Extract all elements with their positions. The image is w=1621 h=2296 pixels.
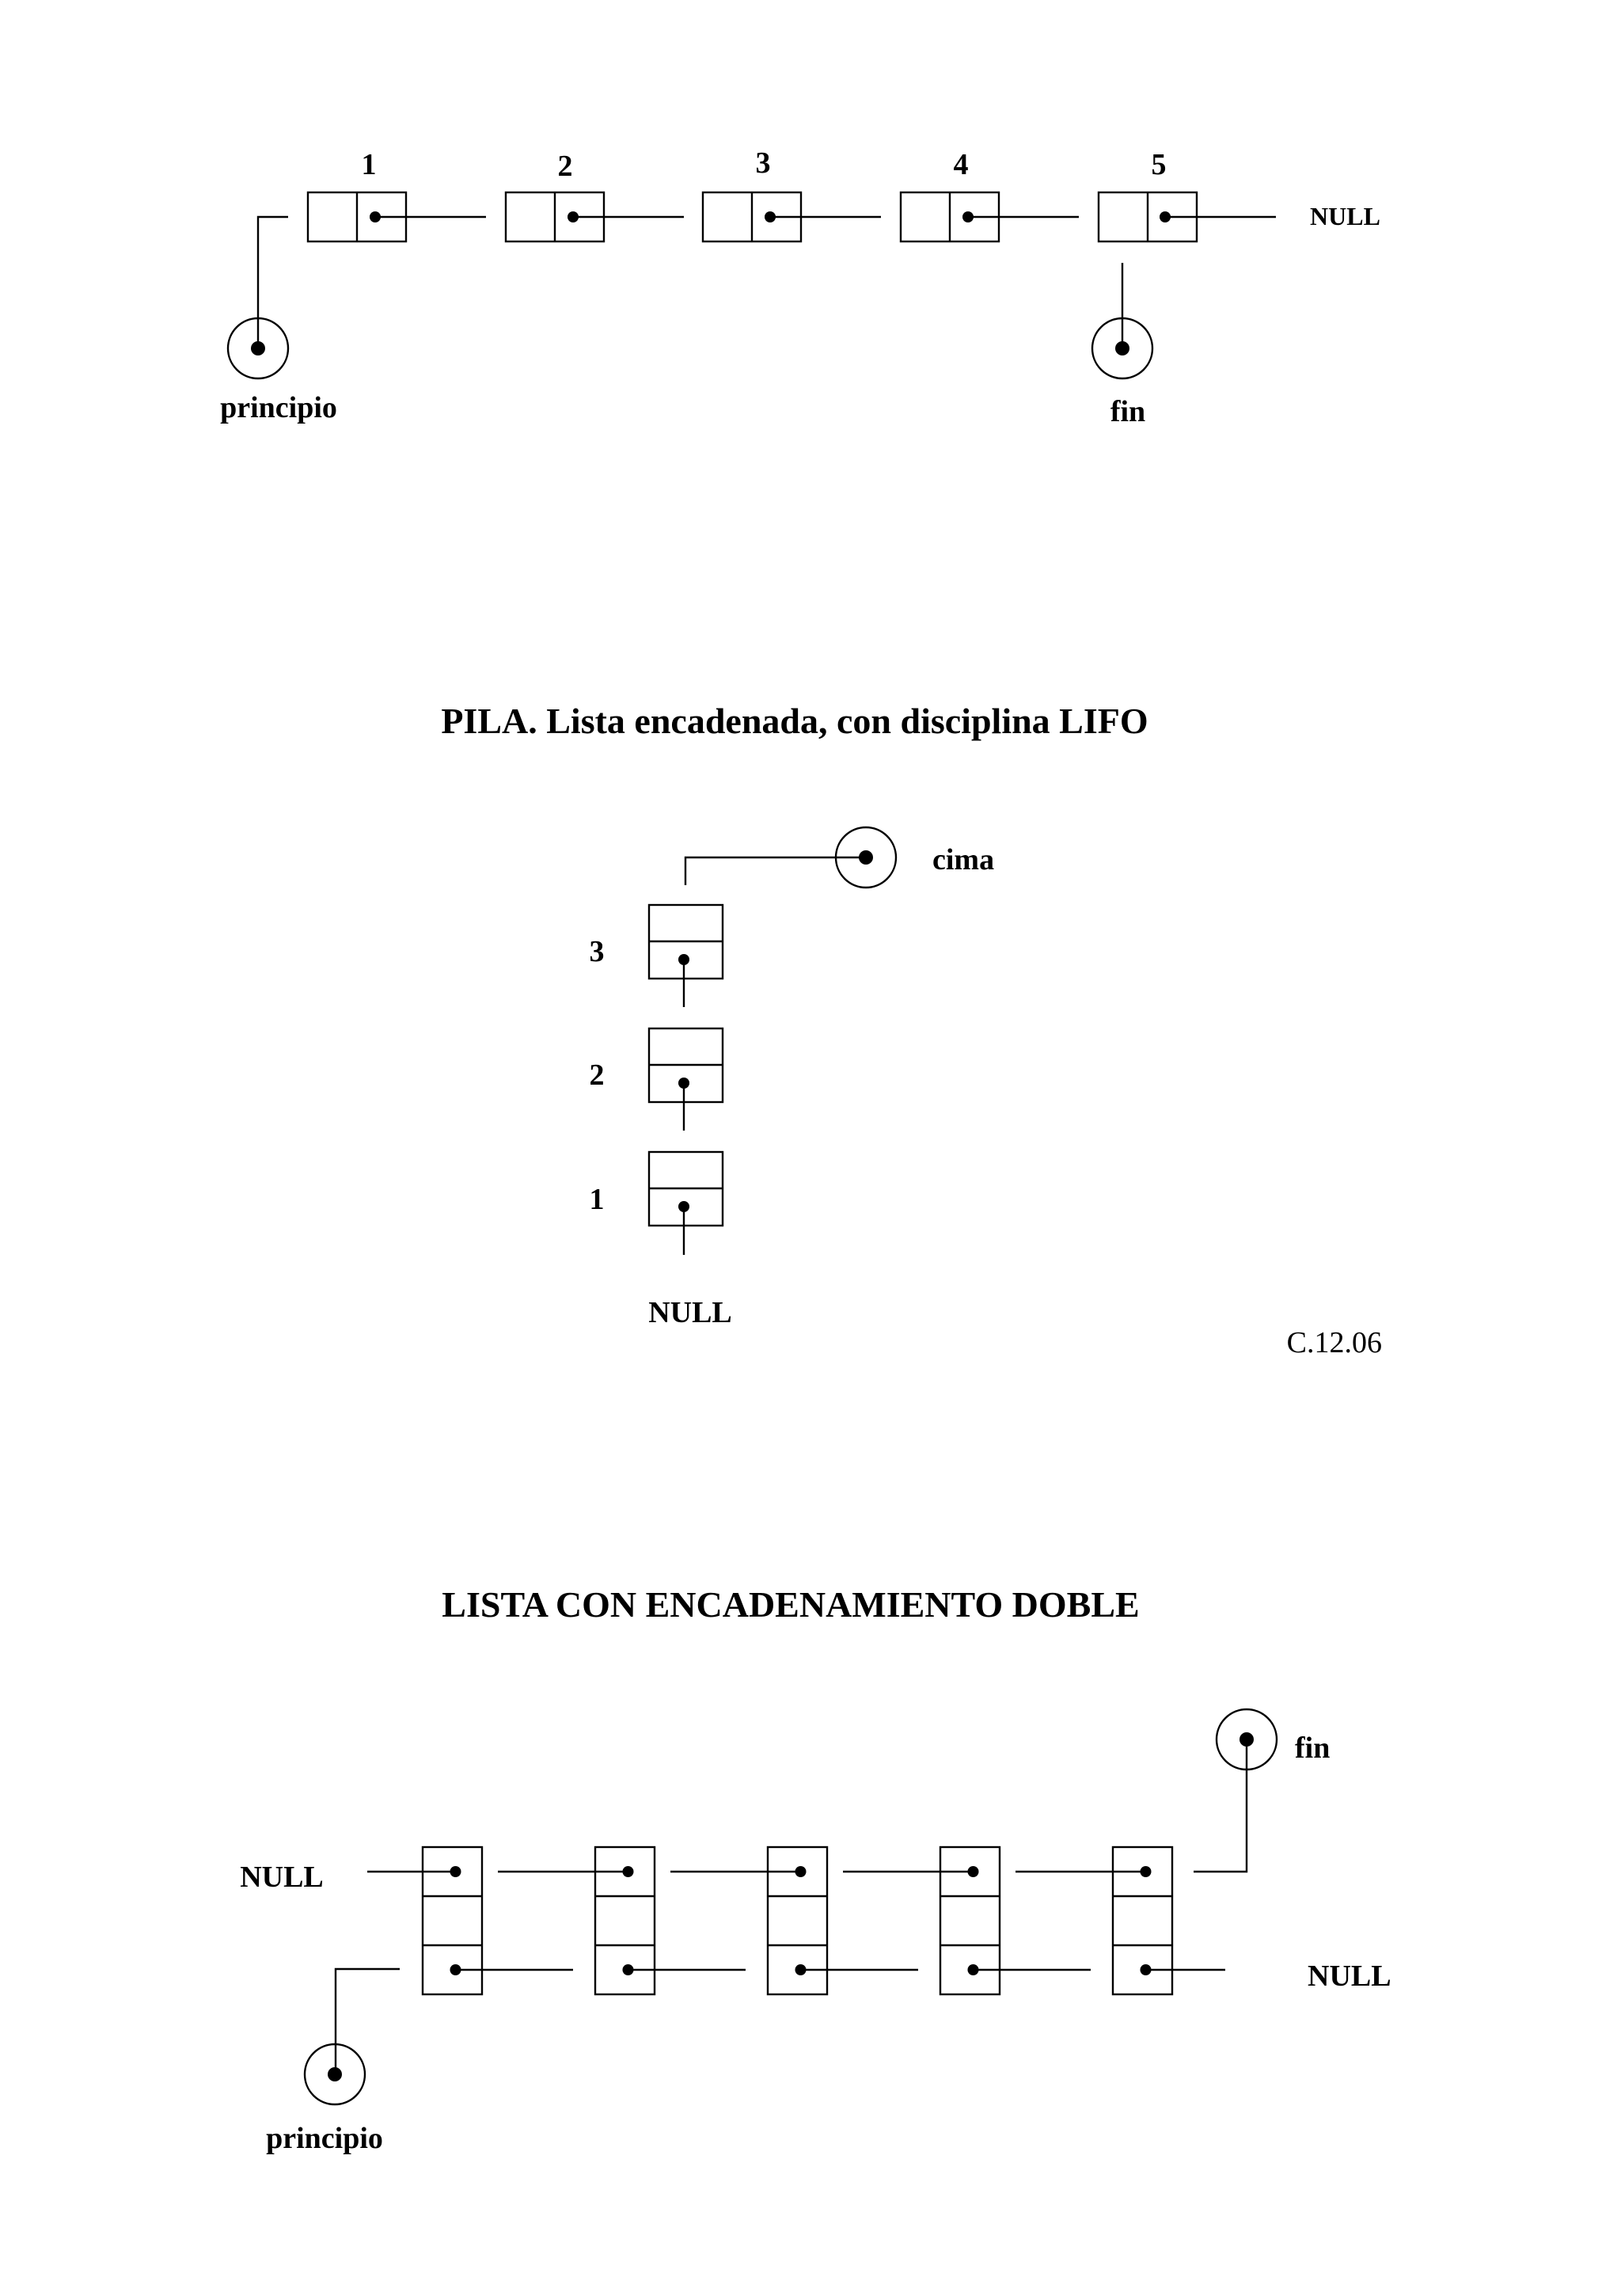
sll-node-label-3: 3	[755, 146, 771, 180]
dll-node-5	[1015, 1847, 1225, 1994]
sll-node-label-5: 5	[1151, 148, 1167, 181]
stack-null-label: NULL	[648, 1296, 732, 1329]
dll-node-3	[670, 1847, 918, 1994]
stack-section	[441, 701, 1382, 1359]
dll-nodes	[367, 1847, 1225, 1994]
stack-node-label-2: 2	[589, 1059, 605, 1092]
sll-node-3	[703, 192, 881, 241]
sll-node-5	[1099, 192, 1276, 241]
dll-node-1	[367, 1847, 573, 1994]
dll-tail-pointer	[1194, 1709, 1277, 1872]
stack-title: PILA. Lista encadenada, con disciplina LIFO	[441, 701, 1148, 741]
sll-tail-pointer	[1092, 263, 1152, 378]
dll-node-4	[843, 1847, 1091, 1994]
stack-top-label: cima	[932, 843, 995, 876]
stack-top-pointer	[685, 827, 896, 888]
doubly-linked-list	[240, 1584, 1391, 2155]
dll-tail-label: fin	[1295, 1732, 1331, 1765]
singly-linked-list	[220, 146, 1380, 428]
sll-node-label-1: 1	[361, 148, 377, 181]
sll-node-2	[506, 192, 684, 241]
sll-head-pointer	[228, 217, 288, 378]
sll-node-label-2: 2	[557, 150, 573, 183]
stack-node-label-1: 1	[589, 1183, 605, 1216]
stack-node-3	[649, 905, 723, 1007]
figure-code: C.12.06	[1286, 1326, 1382, 1359]
sll-head-label: principio	[220, 391, 337, 424]
dll-node-2	[498, 1847, 746, 1994]
sll-node-1	[308, 192, 486, 241]
dll-head-label: principio	[266, 2122, 383, 2155]
dll-title: LISTA CON ENCADENAMIENTO DOBLE	[442, 1584, 1140, 1625]
stack-node-2	[649, 1028, 723, 1131]
dll-head-pointer	[305, 1969, 400, 2104]
stack-node-label-3: 3	[589, 935, 605, 968]
stack-node-1	[649, 1152, 723, 1255]
sll-node-label-4: 4	[953, 148, 969, 181]
sll-node-4	[901, 192, 1079, 241]
sll-null-label: NULL	[1310, 202, 1380, 230]
dll-null-left-label: NULL	[240, 1861, 324, 1894]
dll-null-right-label: NULL	[1308, 1960, 1391, 1993]
sll-tail-label: fin	[1110, 395, 1146, 428]
